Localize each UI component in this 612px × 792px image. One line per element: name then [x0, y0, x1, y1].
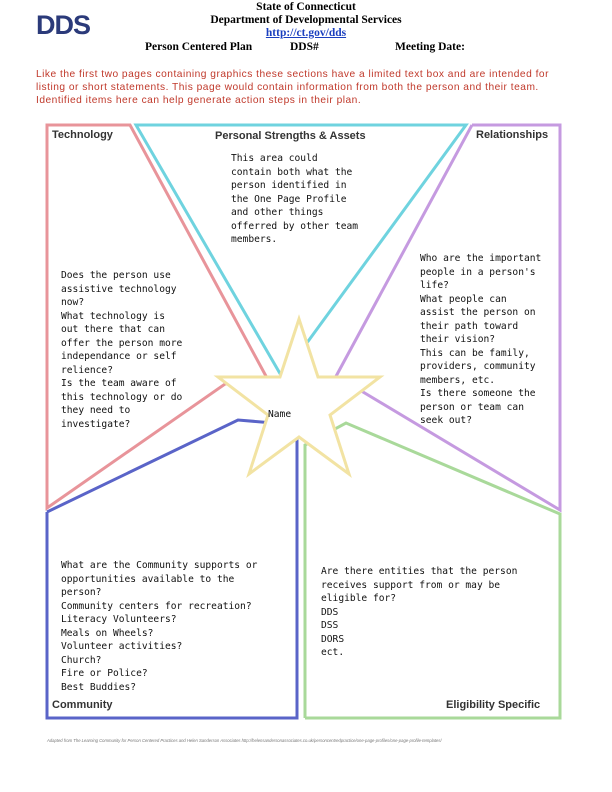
relationships-text: Who are the important people in a person's life? What people can assist the person on their path toward their vision? This can be family, providers, community members, etc. Is there someone the person or team can seek out? [420, 253, 542, 426]
eligibility-text: Are there entities that the person receives support from or may be eligible for? DDS DSS DORS ect. [321, 566, 518, 658]
technology-text: Does the person use assistive technology now? What technology is out there that can offer the person more independance or self relience? Is the team aware of this technology or do they need to investigate? [61, 270, 183, 430]
eligibility-title: Eligibility Specific [446, 699, 541, 711]
community-title: Community [52, 699, 113, 711]
header-plan-title: Person Centered Plan [145, 41, 253, 53]
header-state: State of Connecticut [256, 1, 356, 13]
strengths-title: Personal Strengths & Assets [215, 130, 366, 142]
relationships-title: Relationships [476, 129, 549, 141]
intro-text: Like the first two pages containing graphics these sections have a limited text box and are intended for listing or short statements. This page would contain information from both the person and their team. Identified items here can help generate action steps in their plan. [36, 69, 549, 106]
technology-title: Technology [52, 129, 113, 141]
header-meeting-date: Meeting Date: [395, 41, 465, 53]
header-department: Department of Developmental Services [210, 14, 402, 26]
center-name-label: Name [268, 409, 292, 420]
strengths-text: This area could contain both what the person identified in the One Page Profile and other things offerred by other team members. [231, 153, 359, 245]
dds-logo: DDS [36, 10, 91, 40]
footer-attribution: Adapted from The Learning Community for Person Centered Practices and Helen Sanderson Associates http://helensandersonassociates.co.uk/personcentredpractice/one-page-profiles/one-page-profile-templates/ [47, 738, 442, 743]
community-text: What are the Community supports or opportunities available to the person? Community centers for recreation? Literacy Volunteers? Meals on Wheels? Volunteer activities? Church? Fire or Police? Best Buddies? [61, 560, 258, 693]
header-url-link[interactable]: http://ct.gov/dds [265, 27, 347, 39]
header-dds-number: DDS# [290, 41, 319, 53]
